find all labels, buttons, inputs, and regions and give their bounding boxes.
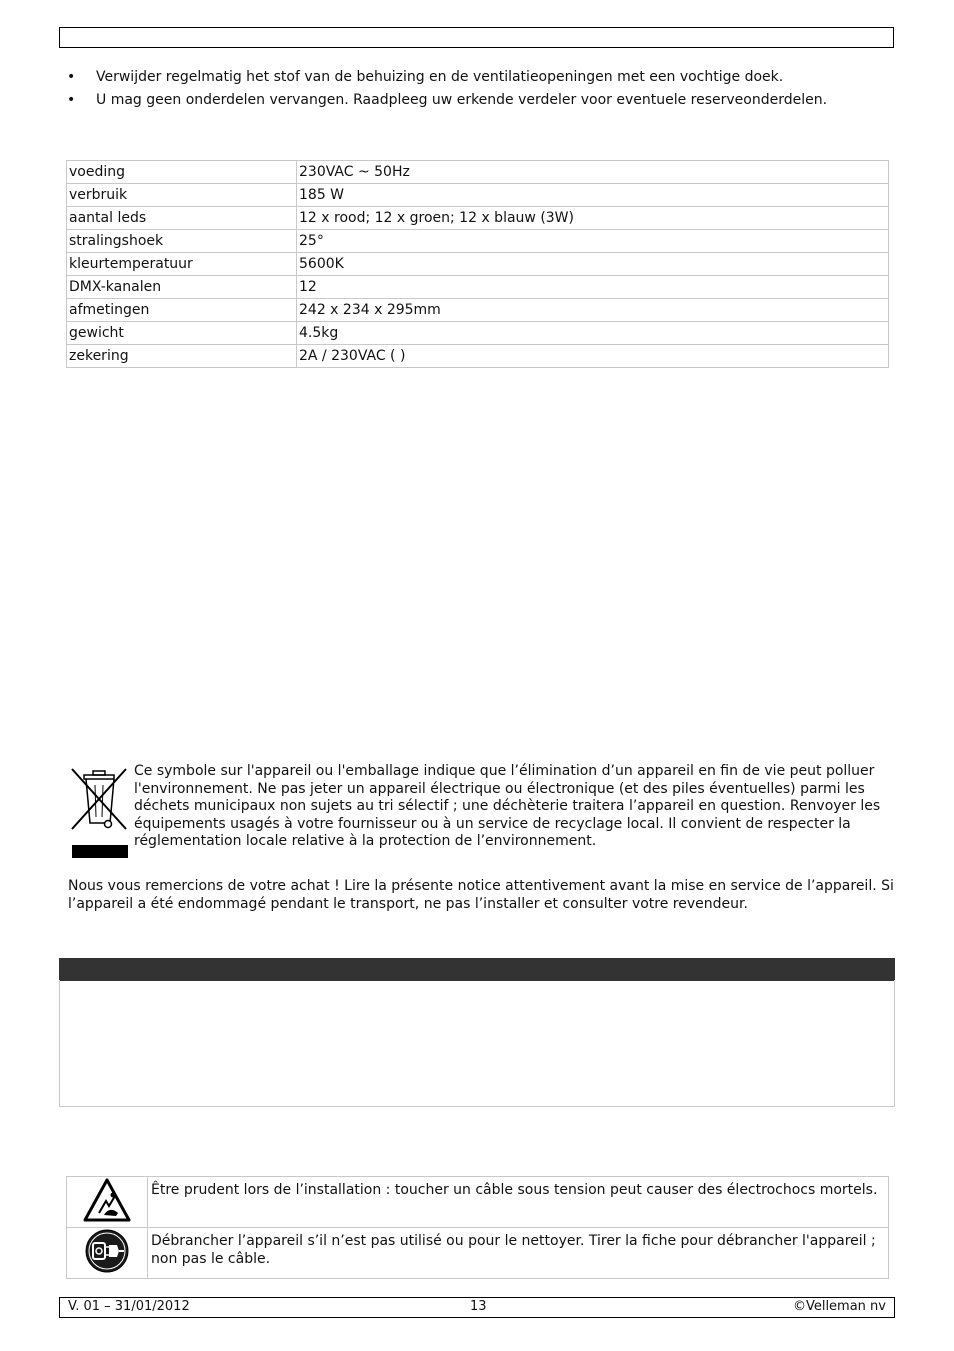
safety-table	[66, 1176, 889, 1279]
unplug-icon	[83, 1228, 131, 1274]
table-row	[67, 253, 889, 276]
spec-label: voeding	[67, 161, 297, 184]
spec-label: aantal leds	[67, 207, 297, 230]
table-row	[67, 345, 889, 368]
spec-value: 242 x 234 x 295mm	[297, 299, 889, 322]
spec-label: gewicht	[67, 322, 297, 345]
safety-icon-cell	[67, 1228, 148, 1279]
spec-label: DMX-kanalen	[67, 276, 297, 299]
spec-value: 4.5kg	[297, 322, 889, 345]
spec-label: verbruik	[67, 184, 297, 207]
table-row	[67, 299, 889, 322]
crossed-out-bin-icon	[68, 765, 130, 859]
spec-label: zekering	[67, 345, 297, 368]
spec-value: 12 x rood; 12 x groen; 12 x blauw (3W)	[297, 207, 889, 230]
version-date: V. 01 – 31/01/2012	[68, 1299, 190, 1314]
spec-label: kleurtemperatuur	[67, 253, 297, 276]
spec-value: 12	[297, 276, 889, 299]
list-item	[66, 66, 896, 89]
spec-value: 230VAC ~ 50Hz	[297, 161, 889, 184]
maintenance-list	[66, 66, 896, 112]
safety-text: Être prudent lors de l’installation : toucher un câble sous tension peut causer des électrochocs mortels.	[148, 1177, 889, 1228]
bullet-text: Verwijder regelmatig het stof van de behuizing en de ventilatieopeningen met een vochtige doek.	[96, 69, 784, 85]
table-row	[67, 207, 889, 230]
copyright: ©Velleman nv	[792, 1299, 886, 1314]
table-row	[67, 161, 889, 184]
intro-paragraph: Nous vous remercions de votre achat ! Lire la présente notice attentivement avant la mise en service de l’appareil. Si l’appareil a été endommagé pendant le transport, ne pas l’installer et consulter votre revendeur.	[68, 878, 894, 912]
page-header-box	[59, 27, 894, 48]
page-number: 13	[470, 1299, 487, 1314]
table-row	[67, 1228, 889, 1279]
table-row	[67, 276, 889, 299]
weee-text: Ce symbole sur l'appareil ou l'emballage indique que l’élimination d’un appareil en fin de vie peut polluer l'environnement. Ne pas jeter un appareil électrique ou électronique (et des piles éventuelles) parmi les déchets municipaux non sujets au tri sélectif ; une déchèterie traitera l’appareil en question. Renvoyer les équipements usagés à votre fournisseur ou à un service de recyclage local. Il convient de respecter la réglementation locale relative à la protection de l’environnement.	[134, 763, 881, 849]
list-item	[66, 89, 896, 112]
electric-shock-warning-icon	[82, 1177, 132, 1223]
bullet-icon: •	[67, 92, 76, 108]
section-header-bar	[59, 958, 895, 981]
spec-value: 25°	[297, 230, 889, 253]
table-row	[67, 322, 889, 345]
page-footer	[59, 1297, 895, 1318]
safety-text: Débrancher l’appareil s’il n’est pas utilisé ou pour le nettoyer. Tirer la fiche pour débrancher l'appareil ; non pas le câble.	[148, 1228, 889, 1279]
bullet-icon: •	[67, 69, 76, 85]
spec-value: 2A / 230VAC ( )	[297, 345, 889, 368]
table-row	[67, 230, 889, 253]
spec-label: stralingshoek	[67, 230, 297, 253]
spec-value: 5600K	[297, 253, 889, 276]
section-content-box	[59, 980, 895, 1107]
spec-value: 185 W	[297, 184, 889, 207]
safety-icon-cell	[67, 1177, 148, 1228]
table-row	[67, 184, 889, 207]
spec-label: afmetingen	[67, 299, 297, 322]
table-row	[67, 1177, 889, 1228]
specifications-table	[66, 160, 889, 368]
bullet-text: U mag geen onderdelen vervangen. Raadpleeg uw erkende verdeler voor eventuele reserveonderdelen.	[96, 92, 828, 108]
